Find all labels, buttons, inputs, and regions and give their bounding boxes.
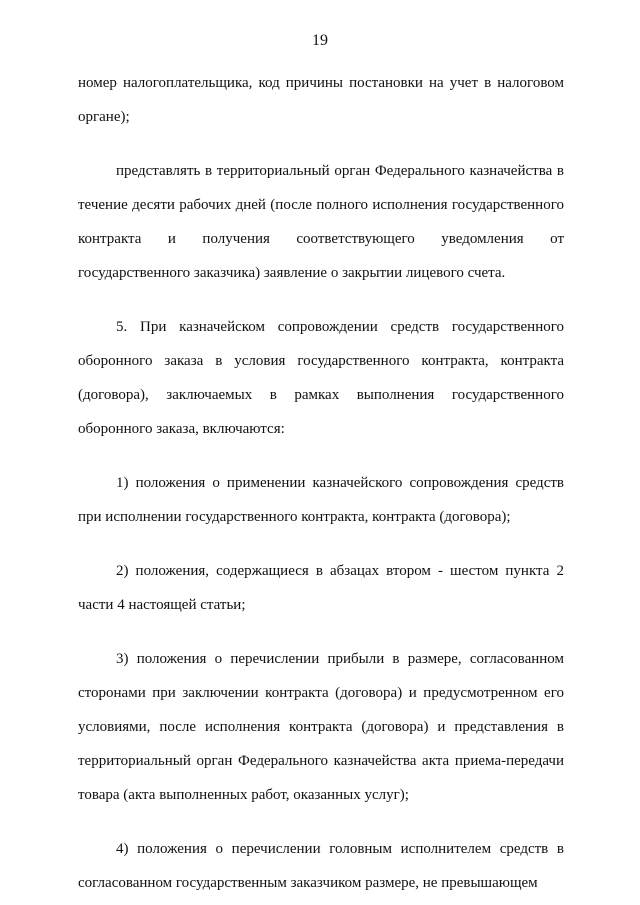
paragraph-subitem-4: 4) положения о перечислении головным исполнителем средств в согласованном государственным заказчиком размере, не превышающем <box>78 841 564 891</box>
document-body <box>78 66 564 900</box>
paragraph-subitem-3: 3) положения о перечислении прибыли в размере, согласованном сторонами при заключении контракта (договора) и предусмотренном его условиями, после исполнения контракта (договора) и представления в территориальный орган Федерального казначейства акта приема-передачи товара (акта выполненных работ, оказанных услуг); <box>78 651 564 803</box>
paragraph-subitem-2: 2) положения, содержащиеся в абзацах втором - шестом пункта 2 части 4 настоящей статьи; <box>78 563 564 613</box>
paragraph-item-5: 5. При казначейском сопровождении средств государственного оборонного заказа в условия государственного контракта, контракта (договора), заключаемых в рамках выполнения государственного оборонного заказа, включаются: <box>78 319 564 437</box>
paragraph-tax-info: номер налогоплательщика, код причины постановки на учет в налоговом органе); <box>78 75 564 125</box>
paragraph-closing-statement: представлять в территориальный орган Федерального казначейства в течение десяти рабочих дней (после полного исполнения государственного контракта и получения соответствующего уведомления от государственного заказчика) заявление о закрытии лицевого счета. <box>78 163 564 281</box>
paragraph-subitem-1: 1) положения о применении казначейского сопровождения средств при исполнении государственного контракта, контракта (договора); <box>78 475 564 525</box>
page-number: 19 <box>312 32 328 49</box>
